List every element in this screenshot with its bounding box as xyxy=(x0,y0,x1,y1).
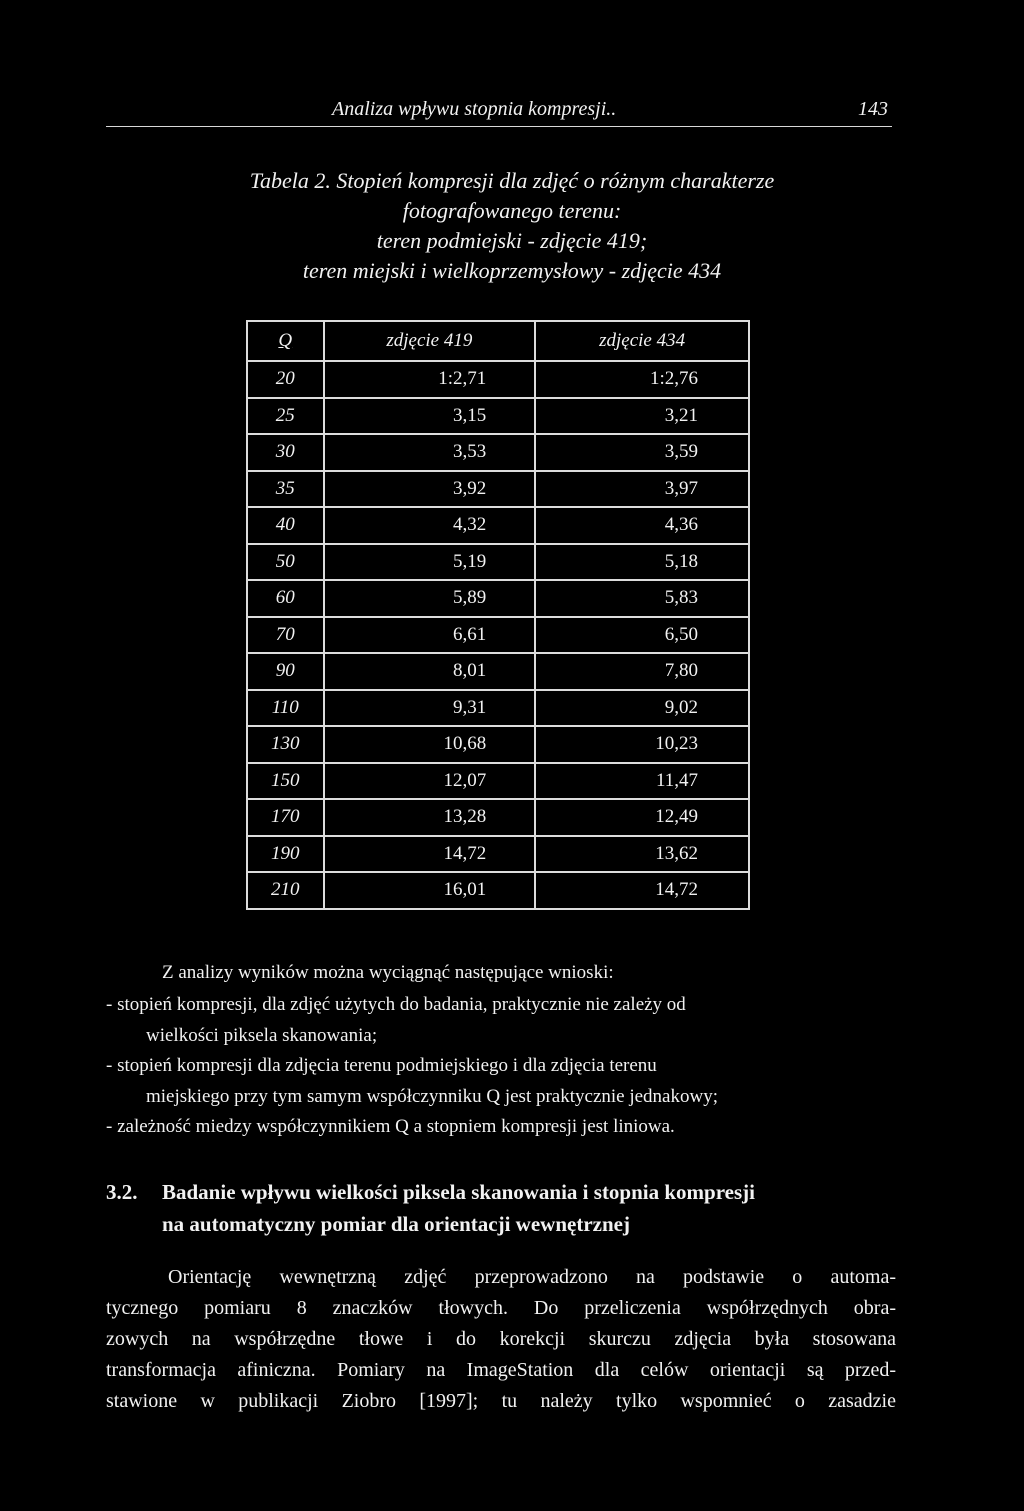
conclusions-intro: Z analizy wyników można wyciągnąć następujące wnioski: xyxy=(162,962,614,983)
photo-419-cell: 6,61 xyxy=(324,617,536,654)
conclusions-list xyxy=(106,990,896,1143)
table-caption xyxy=(140,166,884,286)
photo-419-cell: 5,89 xyxy=(324,580,536,617)
photo-419-cell: 3,15 xyxy=(324,398,536,435)
body-line: stawione w publikacji Ziobro [1997]; tu należy tylko wspomnieć o zasadzie xyxy=(106,1390,896,1412)
photo-434-cell: 4,36 xyxy=(535,507,749,544)
photo-434-cell: 13,62 xyxy=(535,836,749,873)
table-row xyxy=(247,617,749,654)
photo-434-cell: 11,47 xyxy=(535,763,749,800)
photo-419-cell: 16,01 xyxy=(324,872,536,909)
column-header-photo-419: zdjęcie 419 xyxy=(324,321,536,361)
conclusion-line: - stopień kompresji, dla zdjęć użytych do badania, praktycznie nie zależy od xyxy=(106,994,686,1015)
table-row xyxy=(247,653,749,690)
conclusion-line: - zależność miedzy współczynnikiem Q a stopniem kompresji jest liniowa. xyxy=(106,1116,675,1137)
q-value-cell: 50 xyxy=(247,544,324,581)
table-row xyxy=(247,507,749,544)
q-value-cell: 150 xyxy=(247,763,324,800)
q-value-cell: 35 xyxy=(247,471,324,508)
photo-419-cell: 3,92 xyxy=(324,471,536,508)
photo-419-cell: 12,07 xyxy=(324,763,536,800)
q-value-cell: 110 xyxy=(247,690,324,727)
photo-434-cell: 14,72 xyxy=(535,872,749,909)
table-row xyxy=(247,544,749,581)
table-row xyxy=(247,726,749,763)
conclusion-line: - stopień kompresji dla zdjęcia terenu podmiejskiego i dla zdjęcia terenu xyxy=(106,1055,657,1076)
photo-419-cell: 8,01 xyxy=(324,653,536,690)
section-title-line-1: Badanie wpływu wielkości piksela skanowania i stopnia kompresji xyxy=(162,1180,755,1204)
photo-434-cell: 5,18 xyxy=(535,544,749,581)
body-line: tycznego pomiaru 8 znaczków tłowych. Do przeliczenia współrzędnych obra- xyxy=(106,1297,896,1319)
table-header-row xyxy=(247,321,749,361)
photo-419-cell: 10,68 xyxy=(324,726,536,763)
table-row xyxy=(247,580,749,617)
section-heading xyxy=(106,1176,896,1240)
running-title: Analiza wpływu stopnia kompresji.. xyxy=(332,98,617,120)
table-row xyxy=(247,361,749,398)
section-title-line-2: na automatyczny pomiar dla orientacji wewnętrznej xyxy=(162,1212,630,1236)
q-value-cell: 170 xyxy=(247,799,324,836)
body-line: zowych na współrzędne tłowe i do korekcji skurczu zdjęcia była stosowana xyxy=(106,1328,896,1350)
q-value-cell: 25 xyxy=(247,398,324,435)
running-header xyxy=(106,96,892,127)
q-value-cell: 60 xyxy=(247,580,324,617)
photo-419-cell: 14,72 xyxy=(324,836,536,873)
q-value-cell: 20 xyxy=(247,361,324,398)
q-value-cell: 30 xyxy=(247,434,324,471)
table-body xyxy=(247,361,749,909)
table-row xyxy=(247,434,749,471)
q-value-cell: 210 xyxy=(247,872,324,909)
photo-434-cell: 9,02 xyxy=(535,690,749,727)
photo-434-cell: 12,49 xyxy=(535,799,749,836)
photo-419-cell: 4,32 xyxy=(324,507,536,544)
photo-419-cell: 9,31 xyxy=(324,690,536,727)
conclusion-line: wielkości piksela skanowania; xyxy=(146,1024,378,1046)
photo-434-cell: 5,83 xyxy=(535,580,749,617)
photo-434-cell: 6,50 xyxy=(535,617,749,654)
photo-434-cell: 3,59 xyxy=(535,434,749,471)
q-value-cell: 130 xyxy=(247,726,324,763)
photo-434-cell: 3,97 xyxy=(535,471,749,508)
section-number: 3.2. xyxy=(106,1180,138,1204)
column-header-photo-434: zdjęcie 434 xyxy=(535,321,749,361)
page-number: 143 xyxy=(858,98,888,120)
table-row xyxy=(247,763,749,800)
table-row xyxy=(247,398,749,435)
photo-419-cell: 3,53 xyxy=(324,434,536,471)
conclusion-line: miejskiego przy tym samym współczynniku Q jest praktycznie jednakowy; xyxy=(146,1085,718,1107)
compression-table xyxy=(246,320,750,910)
q-value-cell: 90 xyxy=(247,653,324,690)
photo-419-cell: 5,19 xyxy=(324,544,536,581)
column-header-q: Q xyxy=(247,321,324,361)
q-value-cell: 40 xyxy=(247,507,324,544)
table-row xyxy=(247,471,749,508)
q-value-cell: 70 xyxy=(247,617,324,654)
table-row xyxy=(247,872,749,909)
caption-line: Tabela 2. Stopień kompresji dla zdjęć o różnym charakterze xyxy=(249,168,775,193)
body-line: Orientację wewnętrzną zdjęć przeprowadzono na podstawie o automa- xyxy=(168,1266,896,1288)
photo-419-cell: 1:2,71 xyxy=(324,361,536,398)
photo-434-cell: 3,21 xyxy=(535,398,749,435)
caption-line: fotografowanego terenu: xyxy=(402,198,622,223)
photo-434-cell: 7,80 xyxy=(535,653,749,690)
photo-419-cell: 13,28 xyxy=(324,799,536,836)
body-line: transformacja afiniczna. Pomiary na ImageStation dla celów orientacji są przed- xyxy=(106,1359,896,1381)
table-row xyxy=(247,836,749,873)
table-row xyxy=(247,690,749,727)
q-value-cell: 190 xyxy=(247,836,324,873)
caption-line: teren miejski i wielkoprzemysłowy - zdjęcie 434 xyxy=(302,258,722,283)
caption-line: teren podmiejski - zdjęcie 419; xyxy=(376,228,648,253)
photo-434-cell: 10,23 xyxy=(535,726,749,763)
photo-434-cell: 1:2,76 xyxy=(535,361,749,398)
table-row xyxy=(247,799,749,836)
body-paragraph xyxy=(106,1262,896,1417)
